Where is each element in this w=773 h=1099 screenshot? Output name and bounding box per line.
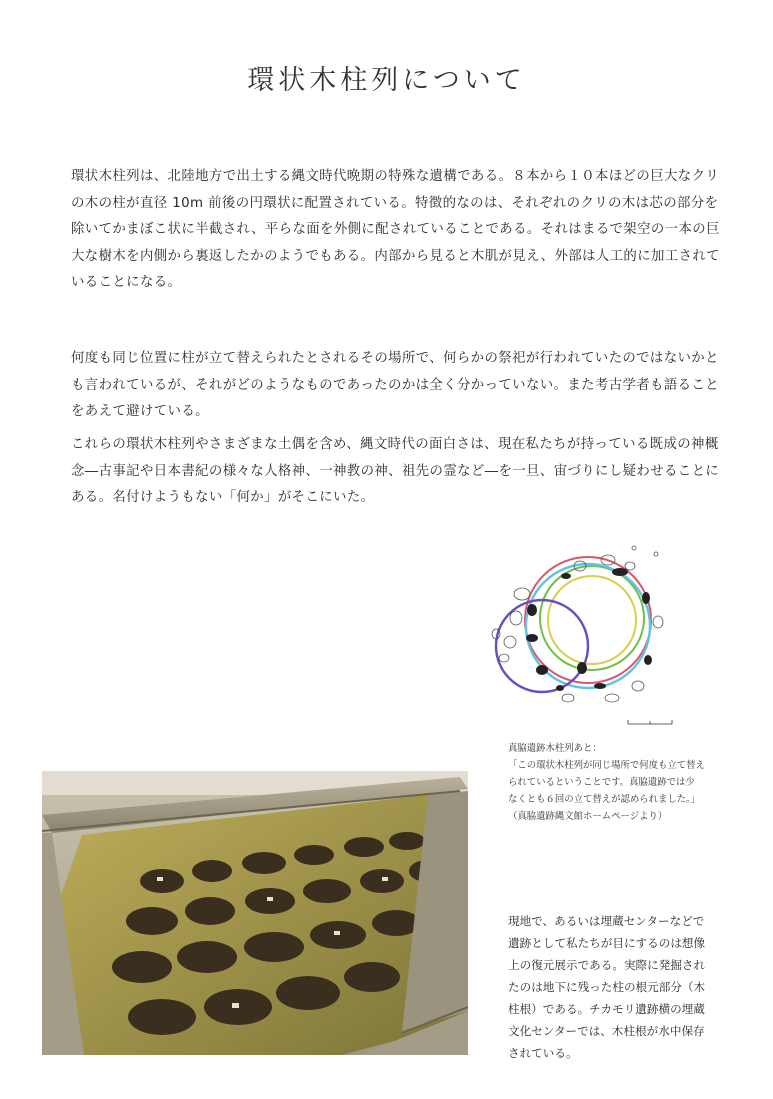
paragraph-ritual: 何度も同じ位置に柱が立て替えられたとされるその場所で、何らかの祭祀が行われていたのではないかとも言われているが、それがどのようなものであったのかは全く分かっていない。また考古学者も語ることをあえて避けている。 xyxy=(71,351,720,420)
preservation-note xyxy=(508,910,738,1064)
caption-line: （真脇遺跡縄文館ホームページより） xyxy=(508,811,668,822)
ring-yellow xyxy=(548,576,636,664)
scale-bar xyxy=(628,720,672,724)
ring-green xyxy=(540,566,644,670)
pillar-ring-diagram xyxy=(480,538,680,736)
caption-line: なくとも６回の立て替えが認められました。」 xyxy=(508,794,701,805)
caption-line: 真脇遺跡木柱列あと： xyxy=(508,743,602,754)
note-line: 上の復元展示である。実際に発掘され xyxy=(508,958,706,972)
paragraph-intro: 環状木柱列は、北陸地方で出土する縄文時代晩期の特殊な遺構である。８本から１０本ほどの巨大なクリの木の柱が直径 10m 前後の円環状に配置されている。特徴的なのは、それぞれのクリの木は芯の部分を除いてかまぼこ状に半截され、平らな面を外側に配されていることである。それはまるで架空の一本の巨大な樹木を内側から裏返したかのようでもある。内部から見ると木肌が見え、外部は人工的に加工されていることになる。 xyxy=(71,169,720,291)
pit-outlines xyxy=(492,546,663,702)
note-line: 柱根）である。チカモリ遺跡横の埋蔵 xyxy=(508,1002,705,1016)
ring-purple xyxy=(496,600,588,692)
diagram-caption xyxy=(508,740,738,825)
caption-line: 「この環状木柱列が同じ場所で何度も立て替え xyxy=(508,760,705,771)
note-line: たのは地下に残った柱の根元部分（木 xyxy=(508,980,706,994)
paragraph-jomon: これらの環状木柱列やさまざまな土偶を含め、縄文時代の面白さは、現在私たちが持っている既成の神概念―古事記や日本書紀の様々な人格神、一神教の神、祖先の霊など―を一旦、宙づりにし疑わせることにある。名付けようもない「何か」がそこにいた。 xyxy=(71,437,720,506)
caption-line: られているということです。真脇遺跡では少 xyxy=(508,777,695,788)
note-line: されている。 xyxy=(508,1046,578,1060)
note-line: 文化センターでは、木柱根が水中保存 xyxy=(508,1024,705,1038)
wooden-pillar-base-photo xyxy=(42,771,468,1055)
page-title: 環状木柱列について xyxy=(247,65,526,96)
note-line: 現地で、あるいは埋蔵センターなどで xyxy=(508,914,705,928)
note-line: 遺跡として私たちが目にするのは想像 xyxy=(508,936,706,950)
